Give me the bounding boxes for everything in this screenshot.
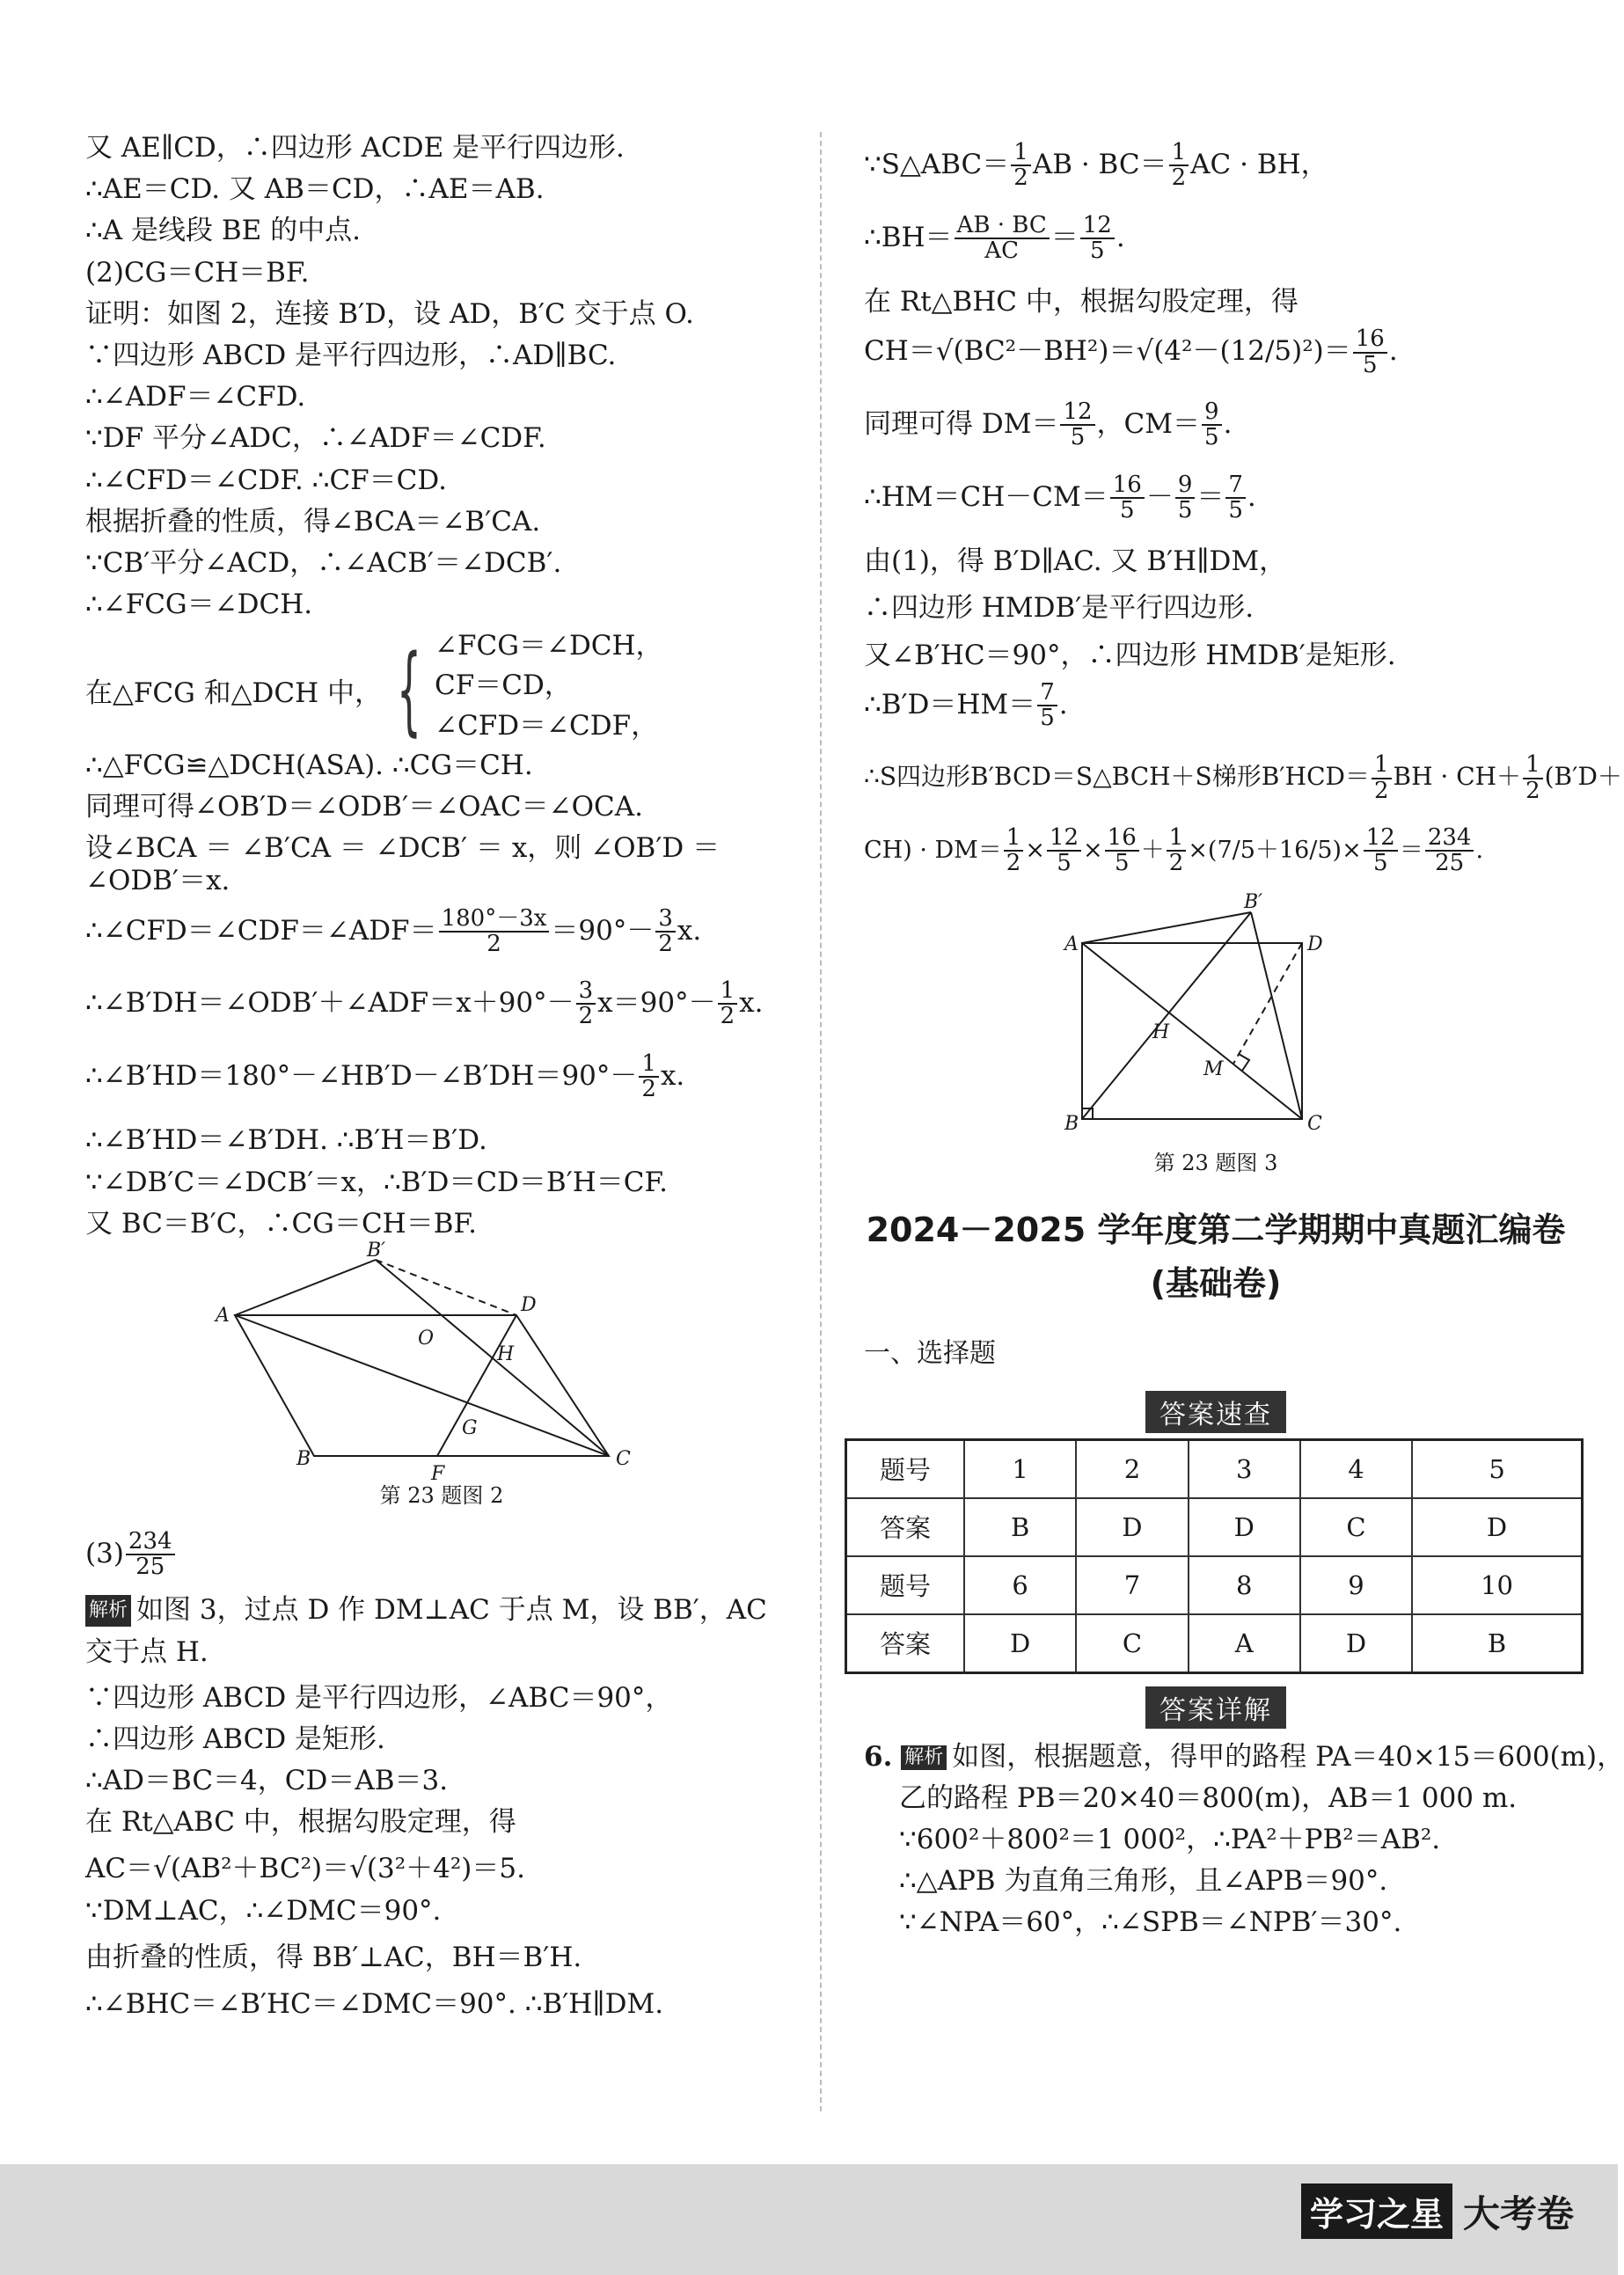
equation-line xyxy=(864,678,1568,732)
text-line: ∴∠ADF＝∠CFD. xyxy=(85,381,306,413)
eq-text: AB · BC＝ xyxy=(1032,148,1167,180)
table-cell: 1 xyxy=(964,1439,1076,1498)
label-h: H xyxy=(1152,1020,1170,1043)
fraction xyxy=(1372,753,1392,803)
numerator: 234 xyxy=(1425,826,1474,852)
exam-title: 2024－2025 学年度第二学期期中真题汇编卷 xyxy=(866,1210,1566,1249)
label-c: C xyxy=(616,1447,631,1470)
detail-answer-banner xyxy=(864,1686,1568,1729)
label-o: O xyxy=(418,1327,435,1350)
denominator: 2 xyxy=(1006,850,1021,877)
eq-text: . xyxy=(1475,836,1484,864)
denominator: 2 xyxy=(578,1003,594,1030)
equation-system xyxy=(85,630,798,750)
label-h: H xyxy=(497,1342,515,1365)
denominator: 5 xyxy=(1089,237,1105,264)
text-line: ∴△FCG≌△DCH(ASA). ∴CG＝CH. xyxy=(85,749,533,781)
text-line: ∴∠B′HD＝∠B′DH. ∴B′H＝B′D. xyxy=(85,1124,487,1157)
equation-line xyxy=(85,979,798,1029)
rectangle-diagram xyxy=(864,890,1568,1137)
fraction xyxy=(1047,823,1081,877)
figure-23-2 xyxy=(85,1239,798,1509)
text-line: ∴AE＝CD. 又 AB＝CD，∴AE＝AB. xyxy=(85,173,545,206)
parallelogram-diagram xyxy=(85,1239,798,1485)
text-line: 根据折叠的性质，得∠BCA＝∠B′CA. xyxy=(85,505,541,538)
label-d: D xyxy=(521,1293,537,1316)
eq-text: . xyxy=(1223,407,1233,440)
denominator: 2 xyxy=(486,930,501,957)
label-b: B xyxy=(296,1447,311,1470)
text-line: 设∠BCA ＝ ∠B′CA ＝ ∠DCB′ ＝ x，则 ∠OB′D ＝ ∠ODB′＝x. xyxy=(85,832,721,897)
footer-brand xyxy=(1301,2184,1574,2239)
numerator: 12 xyxy=(1080,214,1115,239)
numerator: 12 xyxy=(1047,826,1081,852)
text-line: 由折叠的性质，得 BB′⊥AC，BH＝B′H. xyxy=(85,1941,582,1973)
text-line: ∵∠DB′C＝∠DCB′＝x，∴B′D＝CD＝B′H＝CF. xyxy=(85,1166,669,1198)
denominator: 2 xyxy=(1171,165,1187,192)
fraction xyxy=(1202,400,1222,450)
numerator: 12 xyxy=(1364,826,1398,852)
table-cell: 2 xyxy=(1076,1439,1188,1498)
eq-text: ∴BH＝ xyxy=(864,221,953,253)
figure-23-3 xyxy=(864,890,1568,1176)
equation-line xyxy=(864,141,1568,191)
diagonal-ac xyxy=(1082,943,1302,1119)
eq-text: － xyxy=(1145,480,1174,513)
fraction xyxy=(639,1052,659,1102)
equation-line xyxy=(85,904,798,957)
numerator: 16 xyxy=(1110,473,1145,499)
fraction xyxy=(1167,823,1187,877)
table-row xyxy=(846,1498,1583,1556)
table-cell: 10 xyxy=(1412,1556,1582,1614)
equation-line xyxy=(864,823,1568,877)
eq-text: ∴∠CFD＝∠CDF＝∠ADF＝ xyxy=(85,914,437,947)
label-d: D xyxy=(1307,933,1323,955)
brace-icon: { xyxy=(397,633,421,747)
fraction xyxy=(1523,753,1543,803)
label-f: F xyxy=(431,1462,445,1485)
table-cell: 题号 xyxy=(846,1556,965,1614)
fraction xyxy=(1364,823,1398,877)
eq-text: AC · BH， xyxy=(1190,148,1328,180)
denominator: 5 xyxy=(1177,496,1193,523)
eq-text: CH) · DM＝ xyxy=(864,836,1002,864)
exam-subtitle: (基础卷) xyxy=(1150,1263,1282,1303)
text-line: 乙的路程 PB＝20×40＝800(m)，AB＝1 000 m. xyxy=(899,1781,1518,1814)
series-name: 大考卷 xyxy=(1462,2191,1574,2235)
denominator: 25 xyxy=(1435,850,1465,877)
fraction xyxy=(126,1527,175,1581)
text-line: ∵DF 平分∠ADC，∴∠ADF＝∠CDF. xyxy=(85,422,546,455)
system-item: ∠FCG＝∠DCH， xyxy=(435,630,663,662)
denominator: 2 xyxy=(720,1003,735,1030)
text-line: 由(1)，得 B′D∥AC. 又 B′H∥DM， xyxy=(864,545,1287,578)
part3-answer xyxy=(85,1527,798,1581)
system-item: ∠CFD＝∠CDF， xyxy=(435,709,659,742)
eq-text: CH＝√(BC²－BH²)＝√(4²－(12/5)²)＝ xyxy=(864,335,1351,368)
denominator: 2 xyxy=(1373,777,1389,804)
text-line: 在 Rt△ABC 中，根据勾股定理，得 xyxy=(85,1806,516,1839)
eq-text: ＝90°－ xyxy=(551,914,655,947)
segment-ab-prime xyxy=(1082,912,1251,943)
section-heading: 一、选择题 xyxy=(864,1337,996,1369)
numerator: 1 xyxy=(639,1052,659,1078)
eq-text: × xyxy=(1083,836,1103,864)
q6-text: 如图，根据题意，得甲的路程 PA＝40×15＝600(m)， xyxy=(952,1740,1624,1773)
segment-ab-prime xyxy=(235,1260,376,1315)
eq-text: . xyxy=(1058,688,1068,721)
denominator: 25 xyxy=(135,1554,165,1581)
table-cell: D xyxy=(1300,1614,1412,1673)
left-column xyxy=(85,132,798,2030)
label-a: A xyxy=(216,1304,230,1327)
figure-caption: 第 23 题图 3 xyxy=(1153,1150,1278,1175)
analysis-badge: 解析 xyxy=(901,1745,947,1770)
numerator: 1 xyxy=(1167,826,1187,852)
denominator: 5 xyxy=(1204,424,1219,451)
eq-text: ＝ xyxy=(1050,221,1079,253)
text-line: ∴∠BHC＝∠B′HC＝∠DMC＝90°. ∴B′H∥DM. xyxy=(85,1987,664,2020)
numerator: 12 xyxy=(1060,400,1094,426)
eq-text: ∴S四边形B′BCD＝S△BCH＋S梯形B′HCD＝ xyxy=(864,762,1370,792)
text-line: ∵CB′平分∠ACD，∴∠ACB′＝∠DCB′. xyxy=(85,546,562,579)
equation-line xyxy=(85,1052,798,1102)
fraction xyxy=(1175,473,1196,523)
text-line: (2)CG＝CH＝BF. xyxy=(85,256,310,289)
text-line: 同理可得∠OB′D＝∠ODB′＝∠OAC＝∠OCA. xyxy=(85,791,643,823)
eq-text: . xyxy=(1116,221,1125,253)
text-line: 证明：如图 2，连接 B′D，设 AD，B′C 交于点 O. xyxy=(85,297,694,330)
table-cell: 5 xyxy=(1412,1439,1582,1498)
table-cell: 答案 xyxy=(846,1614,965,1673)
table-cell: D xyxy=(1189,1498,1300,1556)
label-g: G xyxy=(462,1416,478,1439)
numerator: 1 xyxy=(1004,826,1024,852)
denominator: 5 xyxy=(1119,496,1135,523)
eq-text: ∴∠B′HD＝180°－∠HB′D－∠B′DH＝90°－ xyxy=(85,1059,638,1092)
denominator: 5 xyxy=(1040,705,1055,732)
table-cell: 8 xyxy=(1189,1556,1300,1614)
equation-line xyxy=(864,327,1568,377)
numerator: 180°－3x xyxy=(439,907,550,933)
eq-text: ，CM＝ xyxy=(1096,407,1201,440)
denominator: 5 xyxy=(1372,850,1388,877)
analysis-text: 如图 3，过点 D 作 DM⊥AC 于点 M，设 BB′，AC 交于点 H. xyxy=(85,1593,767,1668)
text-line: ∴四边形 ABCD 是矩形. xyxy=(85,1723,385,1755)
text-line: ∴AD＝BC＝4，CD＝AB＝3. xyxy=(85,1764,449,1796)
numerator: 1 xyxy=(718,979,738,1005)
system-items xyxy=(435,630,663,750)
fraction xyxy=(1353,327,1387,377)
system-item: CF＝CD， xyxy=(435,669,572,702)
numerator: 7 xyxy=(1037,681,1057,706)
text-line: ∴A 是线段 BE 的中点. xyxy=(85,215,361,247)
fraction xyxy=(718,979,738,1029)
table-cell: 4 xyxy=(1300,1439,1412,1498)
table-row xyxy=(846,1556,1583,1614)
right-column xyxy=(864,139,1624,1948)
eq-text: 同理可得 DM＝ xyxy=(864,407,1059,440)
equation-line xyxy=(864,473,1568,523)
question-number: 6. xyxy=(864,1740,893,1773)
eq-text: BH · CH＋ xyxy=(1393,762,1522,792)
eq-text: (B′D＋ xyxy=(1544,762,1622,792)
label-a: A xyxy=(1064,933,1079,955)
table-cell: 9 xyxy=(1300,1556,1412,1614)
table-cell: C xyxy=(1076,1614,1188,1673)
eq-text: x. xyxy=(739,986,764,1019)
text-line: ∵四边形 ABCD 是平行四边形，∠ABC＝90°， xyxy=(85,1681,673,1714)
label-c: C xyxy=(1307,1112,1322,1135)
denominator: 5 xyxy=(1228,496,1243,523)
eq-text: ∴B′D＝HM＝ xyxy=(864,688,1036,721)
eq-text: ＋ xyxy=(1140,836,1165,864)
table-cell: B xyxy=(1412,1614,1582,1673)
numerator: 3 xyxy=(655,907,676,933)
quick-answer-banner xyxy=(864,1391,1568,1433)
table-cell: A xyxy=(1189,1614,1300,1673)
text-line: 又∠B′HC＝90°，∴四边形 HMDB′是矩形. xyxy=(864,639,1396,671)
fraction xyxy=(1169,141,1189,191)
equation-line xyxy=(864,211,1568,264)
fraction xyxy=(1080,211,1115,264)
numerator: 9 xyxy=(1202,400,1222,426)
eq-text: × xyxy=(1025,836,1045,864)
fraction xyxy=(576,979,596,1029)
denominator: 5 xyxy=(1057,850,1072,877)
denominator: 2 xyxy=(641,1076,656,1103)
table-row xyxy=(846,1614,1583,1673)
denominator: 2 xyxy=(1168,850,1184,877)
fraction xyxy=(1060,400,1094,450)
question-6-line xyxy=(864,1740,1624,1774)
table-cell: D xyxy=(1076,1498,1188,1556)
numerator: 1 xyxy=(1372,753,1392,779)
table-cell: 6 xyxy=(964,1556,1076,1614)
numerator: 16 xyxy=(1353,327,1387,353)
fraction xyxy=(1110,473,1145,523)
eq-text: ∵S△ABC＝ xyxy=(864,148,1010,180)
analysis-badge: 解析 xyxy=(85,1595,131,1627)
table-cell: 7 xyxy=(1076,1556,1188,1614)
table-cell: D xyxy=(1412,1498,1582,1556)
answer-table xyxy=(845,1438,1584,1674)
eq-text: x. xyxy=(677,914,702,947)
analysis-paragraph xyxy=(85,1589,798,1673)
text-line: ∴∠FCG＝∠DCH. xyxy=(85,589,313,621)
label-m: M xyxy=(1203,1057,1224,1080)
label-b: B xyxy=(1064,1112,1079,1135)
table-row xyxy=(846,1439,1583,1498)
equation-line xyxy=(864,751,1622,804)
denominator: 5 xyxy=(1363,351,1378,378)
numerator: 1 xyxy=(1523,753,1543,779)
numerator: AB · BC xyxy=(955,214,1050,239)
text-line: 又 AE∥CD，∴四边形 ACDE 是平行四边形. xyxy=(85,132,625,164)
denominator: 2 xyxy=(1013,165,1028,192)
eq-text: ∴∠B′DH＝∠ODB′＋∠ADF＝x＋90°－ xyxy=(85,986,574,1019)
text-line: 又 BC＝B′C，∴CG＝CH＝BF. xyxy=(85,1207,478,1240)
eq-text: ×(7/5＋16/5)× xyxy=(1188,836,1362,864)
numerator: 234 xyxy=(126,1530,175,1555)
label-b-prime: B′ xyxy=(1244,890,1263,913)
table-cell: B xyxy=(964,1498,1076,1556)
fraction xyxy=(1004,823,1024,877)
detail-answer-label: 答案详解 xyxy=(1145,1686,1286,1729)
table-cell: 3 xyxy=(1189,1439,1300,1498)
eq-text: ＝ xyxy=(1399,836,1423,864)
eq-text: . xyxy=(1388,335,1398,368)
column-divider xyxy=(820,132,822,2111)
table-cell: 题号 xyxy=(846,1439,965,1498)
eq-text: . xyxy=(1247,480,1256,513)
part-label: (3) xyxy=(85,1537,124,1569)
segment-b-prime-d xyxy=(376,1260,516,1315)
right-angle-m xyxy=(1239,1054,1249,1071)
quick-answer-label: 答案速查 xyxy=(1145,1391,1286,1433)
eq-text: ∴HM＝CH－CM＝ xyxy=(864,480,1108,513)
text-line: ∴四边形 HMDB′是平行四边形. xyxy=(864,592,1255,625)
eq-text: ＝ xyxy=(1196,480,1225,513)
fraction xyxy=(955,211,1050,264)
text-line: ∴∠CFD＝∠CDF. ∴CF＝CD. xyxy=(85,464,447,496)
numerator: 3 xyxy=(576,979,596,1005)
system-prefix: 在△FCG 和△DCH 中， xyxy=(85,677,382,709)
label-b-prime: B′ xyxy=(367,1239,386,1262)
page-footer xyxy=(0,2164,1618,2275)
segment-dm xyxy=(1233,943,1302,1064)
fraction xyxy=(1425,823,1474,877)
fraction xyxy=(439,904,550,957)
numerator: 7 xyxy=(1225,473,1246,499)
denominator: 5 xyxy=(1070,424,1086,451)
numerator: 16 xyxy=(1105,826,1139,852)
fraction xyxy=(1225,473,1246,523)
table-cell: C xyxy=(1300,1498,1412,1556)
text-line: ∵四边形 ABCD 是平行四边形，∴AD∥BC. xyxy=(85,339,617,371)
table-cell: 答案 xyxy=(846,1498,965,1556)
text-line: 在 Rt△BHC 中，根据勾股定理，得 xyxy=(864,286,1298,318)
eq-text: x＝90°－ xyxy=(597,986,716,1019)
equation-line xyxy=(864,400,1568,450)
eq-text: x. xyxy=(660,1059,685,1092)
text-line: ∵600²＋800²＝1 000²，∴PA²＋PB²＝AB². xyxy=(899,1823,1441,1855)
text-line: ∵∠NPA＝60°，∴∠SPB＝∠NPB′＝30°. xyxy=(899,1906,1402,1939)
text-line: ∴△APB 为直角三角形，且∠APB＝90°. xyxy=(899,1865,1388,1898)
fraction xyxy=(1037,678,1057,732)
fraction xyxy=(655,904,676,957)
denominator: 2 xyxy=(658,930,673,957)
brand-logo: 学习之星 xyxy=(1301,2184,1452,2239)
denominator: AC xyxy=(984,237,1019,264)
table-cell: D xyxy=(964,1614,1076,1673)
fraction xyxy=(1011,141,1031,191)
text-line: AC＝√(AB²＋BC²)＝√(3²＋4²)＝5. xyxy=(85,1853,525,1885)
text-line: ∵DM⊥AC，∴∠DMC＝90°. xyxy=(85,1894,442,1927)
fraction xyxy=(1105,823,1139,877)
figure-caption: 第 23 题图 2 xyxy=(379,1482,504,1508)
numerator: 9 xyxy=(1175,473,1196,499)
denominator: 2 xyxy=(1525,777,1540,804)
denominator: 5 xyxy=(1114,850,1130,877)
numerator: 1 xyxy=(1169,141,1189,166)
numerator: 1 xyxy=(1011,141,1031,166)
